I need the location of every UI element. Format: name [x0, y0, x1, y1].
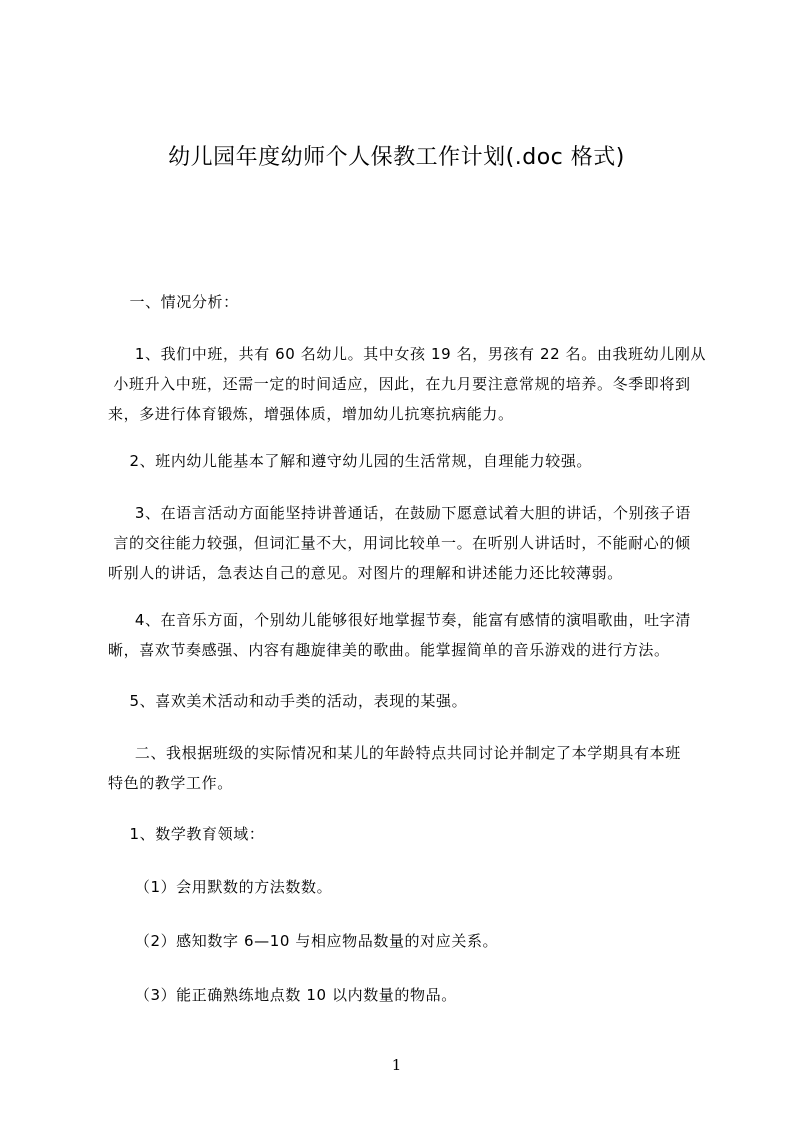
text-line: （3）能正确熟练地点数 10 以内数量的物品。 [108, 986, 457, 1004]
text-line: 4、在音乐方面，个别幼儿能够很好地掌握节奏，能富有感情的演唱歌曲，吐字清 [108, 611, 691, 629]
list-item [108, 926, 708, 956]
section-1-heading [108, 287, 708, 317]
section-2-heading [108, 738, 708, 798]
text-line: 来，多进行体育锻炼，增强体质，增加幼儿抗寒抗病能力。 [108, 405, 514, 423]
text-line: 听别人的讲话，急表达自己的意见。对图片的理解和讲述能力还比较薄弱。 [108, 564, 623, 582]
paragraph-1 [108, 339, 708, 429]
text-line: （1）会用默数的方法数数。 [108, 878, 333, 896]
paragraph-4 [108, 605, 708, 665]
text-line: 言的交往能力较强，但词汇量不大，用词比较单一。在听别人讲话时，不能耐心的倾 [108, 534, 691, 552]
text-line: 一、情况分析： [108, 293, 239, 311]
text-line: 1、我们中班，共有 60 名幼儿。其中女孩 19 名，男孩有 22 名。由我班幼儿刚从 [108, 345, 707, 363]
paragraph-5 [108, 686, 708, 716]
page-number: 1 [391, 1056, 402, 1074]
document-title: 幼儿园年度幼师个人保教工作计划(.doc 格式) [168, 145, 625, 170]
list-item [108, 872, 708, 902]
text-line: （2）感知数字 6—10 与相应物品数量的对应关系。 [108, 932, 499, 950]
list-item [108, 980, 708, 1010]
text-line: 小班升入中班，还需一定的时间适应，因此，在九月要注意常规的培养。冬季即将到 [108, 375, 691, 393]
text-line: 5、喜欢美术活动和动手类的活动，表现的某强。 [108, 692, 468, 710]
text-line: 晰，喜欢节奏感强、内容有趣旋律美的歌曲。能掌握简单的音乐游戏的进行方法。 [108, 641, 670, 659]
text-line: 二、我根据班级的实际情况和某儿的年龄特点共同讨论并制定了本学期具有本班 [108, 744, 681, 762]
paragraph-2 [108, 446, 708, 476]
subsection-1-heading [108, 819, 708, 849]
text-line: 1、数学教育领域： [108, 825, 265, 843]
text-line: 特色的教学工作。 [108, 774, 233, 792]
paragraph-3 [108, 498, 708, 588]
text-line: 2、班内幼儿能基本了解和遵守幼儿园的生活常规，自理能力较强。 [108, 452, 593, 470]
text-line: 3、在语言活动方面能坚持讲普通话，在鼓励下愿意试着大胆的讲话，个别孩子语 [108, 504, 691, 522]
